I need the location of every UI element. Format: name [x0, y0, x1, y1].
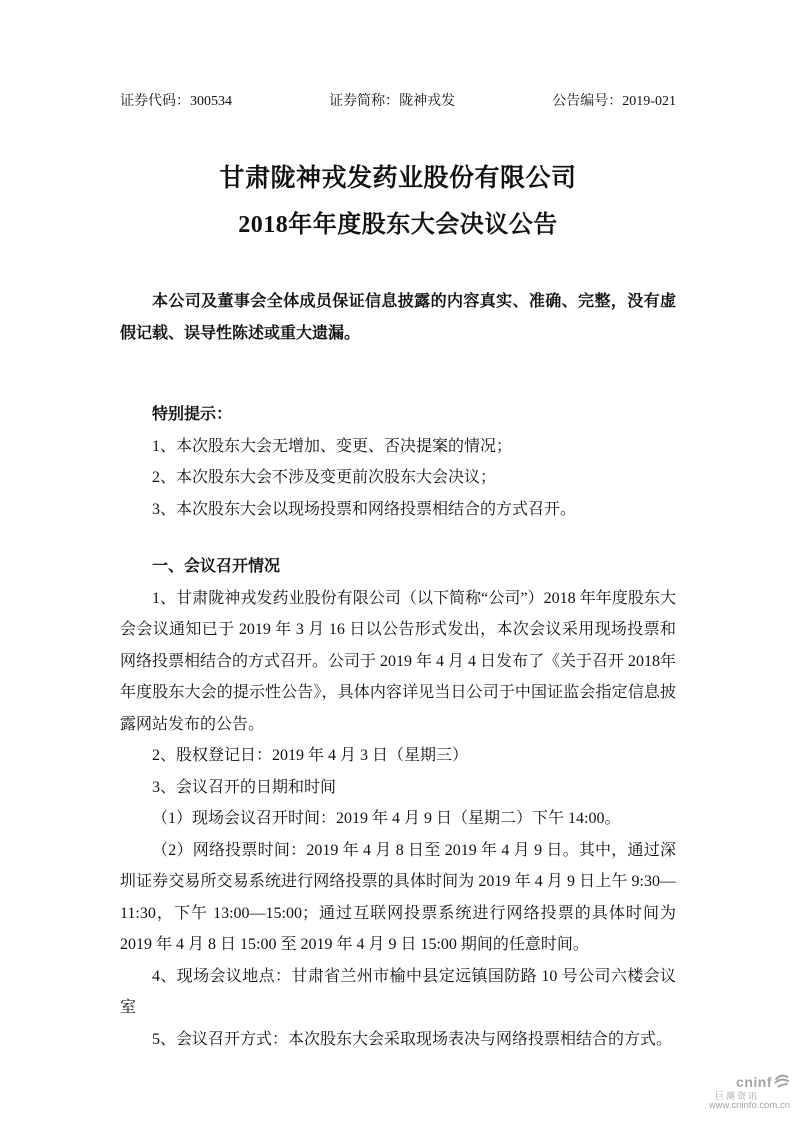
- cninfo-logo: [698, 1074, 790, 1090]
- special-notice-item-1: 1、本次股东大会无增加、变更、否决提案的情况；: [152, 437, 513, 455]
- section-1-paragraph-5: （2）网络投票时间：2019 年 4 月 8 日至 2019 年 4 月 9 日。其中，通过深圳证券交易所交易系统进行网络投票的具体时间为 2019 年 4 月 9 日上午 9:30—11:30，下午 13:00—15:00；通过互联网投票系统进行网络投票的具体时间为 2019 年 4 月 8 日 15:00 至 2019 年 4 月 9 日 15:00 期间的任意时间。: [120, 841, 676, 953]
- cninfo-url: www.cninfo.com.cn: [708, 1100, 790, 1112]
- section-1-paragraph-4: （1）现场会议召开时间：2019 年 4 月 9 日（星期二）下午 14:00。: [152, 810, 621, 827]
- announcement-title: 2018年年度股东大会决议公告: [238, 212, 558, 238]
- stock-short-name: 证券简称：陇神戎发: [329, 94, 456, 109]
- document-header: [120, 94, 676, 110]
- special-notice-heading: 特别提示：: [152, 406, 233, 423]
- section-1-paragraph-6: 4、现场会议地点：甘肃省兰州市榆中县定远镇国防路 10 号公司六楼会议室: [120, 967, 676, 1016]
- section-1-paragraph-1: 1、甘肃陇神戎发药业股份有限公司（以下简称“公司”）2018 年年度股东大会会议通知已于 2019 年 3 月 16 日以公告形式发出，本次会议采用现场投票和网络投票相结合的方式召开。公司于 2019 年 4 月 4 日发布了《关于召开 2018年年度股东大会的提示性公告》，具体内容详见当日公司于中国证监会指定信息披露网站发布的公告。: [120, 589, 677, 733]
- special-notice-item-3: 3、本次股东大会以现场投票和网络投票相结合的方式召开。: [152, 500, 577, 518]
- cninfo-watermark: [698, 1074, 790, 1112]
- disclaimer-paragraph: 本公司及董事会全体成员保证信息披露的内容真实、准确、完整，没有虚假记载、误导性陈述或重大遗漏。: [120, 293, 676, 342]
- cninfo-name-cn: 巨潮资讯: [714, 1090, 759, 1101]
- section-1-heading: 一、会议召开情况: [152, 558, 281, 575]
- special-notice-item-2: 2、本次股东大会不涉及变更前次股东大会决议；: [152, 469, 497, 486]
- section-1-paragraph-3: 3、会议召开的日期和时间: [152, 778, 337, 796]
- cninfo-swirl-icon: [773, 1074, 790, 1089]
- stock-code: 证券代码：300534: [120, 94, 232, 109]
- company-name-title: 甘肃陇神戎发药业股份有限公司: [219, 165, 577, 192]
- cninfo-logo-text: cninf: [736, 1073, 772, 1090]
- section-1-paragraph-7: 5、会议召开方式：本次股东大会采取现场表决与网络投票相结合的方式。: [152, 1030, 673, 1048]
- announcement-number: 公告编号：2019-021: [552, 94, 676, 109]
- section-1-paragraph-2: 2、股权登记日：2019 年 4 月 3 日（星期三）: [152, 747, 469, 764]
